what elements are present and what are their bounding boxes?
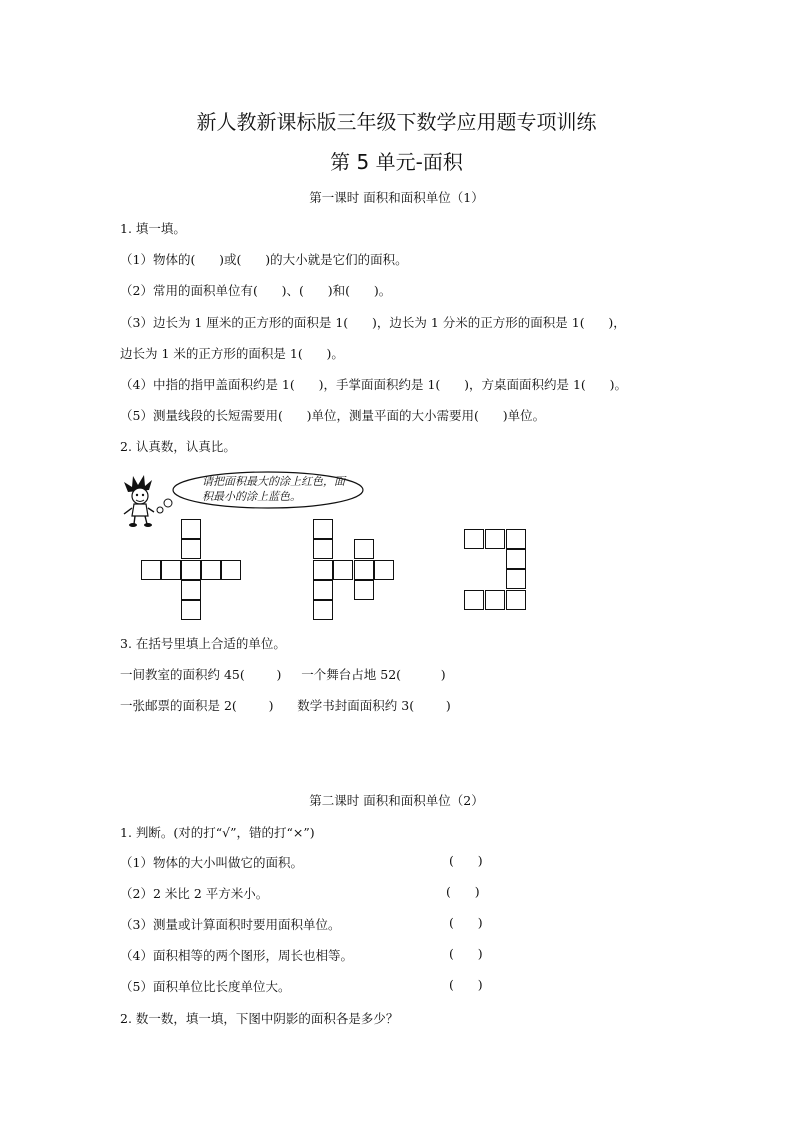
grid-shape-2: [313, 519, 397, 621]
lesson1-q1-item-5: （5）测量线段的长短需要用( )单位，测量平面的大小需要用( )单位。: [120, 408, 546, 423]
lesson1-q3-title: 3. 在括号里填上合适的单位。: [120, 636, 286, 651]
lesson1-q3-item-2: 一张邮票的面积是 2( ) 数学书封面面积约 3( ): [120, 698, 451, 713]
judge-item-4-bracket[interactable]: ( ): [449, 946, 483, 961]
bubble-instruction: [202, 474, 345, 504]
lesson1-q2-title: 2. 认真数，认真比。: [120, 439, 236, 454]
judge-item-3-bracket[interactable]: ( ): [449, 915, 483, 930]
lesson2-q2-title: 2. 数一数，填一填，下图中阴影的面积各是多少？: [120, 1011, 399, 1026]
grid-shape-1: [141, 519, 243, 621]
judge-item-2-bracket[interactable]: ( ): [446, 884, 480, 899]
page-title: 新人教新课标版三年级下数学应用题专项训练: [196, 110, 597, 134]
lesson1-q1-item-3: （3）边长为 1 厘米的正方形的面积是 1( )，边长为 1 分米的正方形的面积是 1( )，: [120, 315, 626, 330]
judge-item-3-text: （3）测量或计算面积时要用面积单位。: [120, 917, 341, 932]
judge-item-5-bracket[interactable]: ( ): [449, 977, 483, 992]
lesson1-q1-title: 1. 填一填。: [120, 221, 186, 236]
lesson2-heading: 第二课时 面积和面积单位（2）: [309, 793, 484, 808]
judge-item-1-text: （1）物体的大小叫做它的面积。: [120, 855, 303, 870]
lesson1-q1-item-1: （1）物体的( )或( )的大小就是它们的面积。: [120, 252, 408, 267]
unit-title: 第 5 单元-面积: [330, 150, 463, 174]
lesson1-heading: 第一课时 面积和面积单位（1）: [309, 190, 484, 205]
lesson1-q1-item-4: （4）中指的指甲盖面积约是 1( )，手掌面面积约是 1( )，方桌面面积约是 1( )。: [120, 377, 628, 392]
bubble-line-1: 请把面积最大的涂上红色，面: [202, 475, 345, 488]
judge-item-5-text: （5）面积单位比长度单位大。: [120, 979, 291, 994]
judge-item-2-text: （2）2 米比 2 平方米小。: [120, 886, 269, 901]
judge-item-1-bracket[interactable]: ( ): [449, 853, 483, 868]
lesson1-q1-item-2: （2）常用的面积单位有( )、( )和( )。: [120, 283, 392, 298]
bubble-line-2: 积最小的涂上蓝色。: [202, 490, 301, 503]
judge-item-4-text: （4）面积相等的两个图形，周长也相等。: [120, 948, 353, 963]
lesson2-q1-title: 1. 判断。(对的打“√”，错的打“×”): [120, 825, 315, 840]
grid-shape-3: [464, 529, 528, 612]
lesson1-q1-item-3-cont: 边长为 1 米的正方形的面积是 1( )。: [120, 346, 344, 361]
lesson1-q3-item-1: 一间教室的面积约 45( ) 一个舞台占地 52( ): [120, 667, 446, 682]
